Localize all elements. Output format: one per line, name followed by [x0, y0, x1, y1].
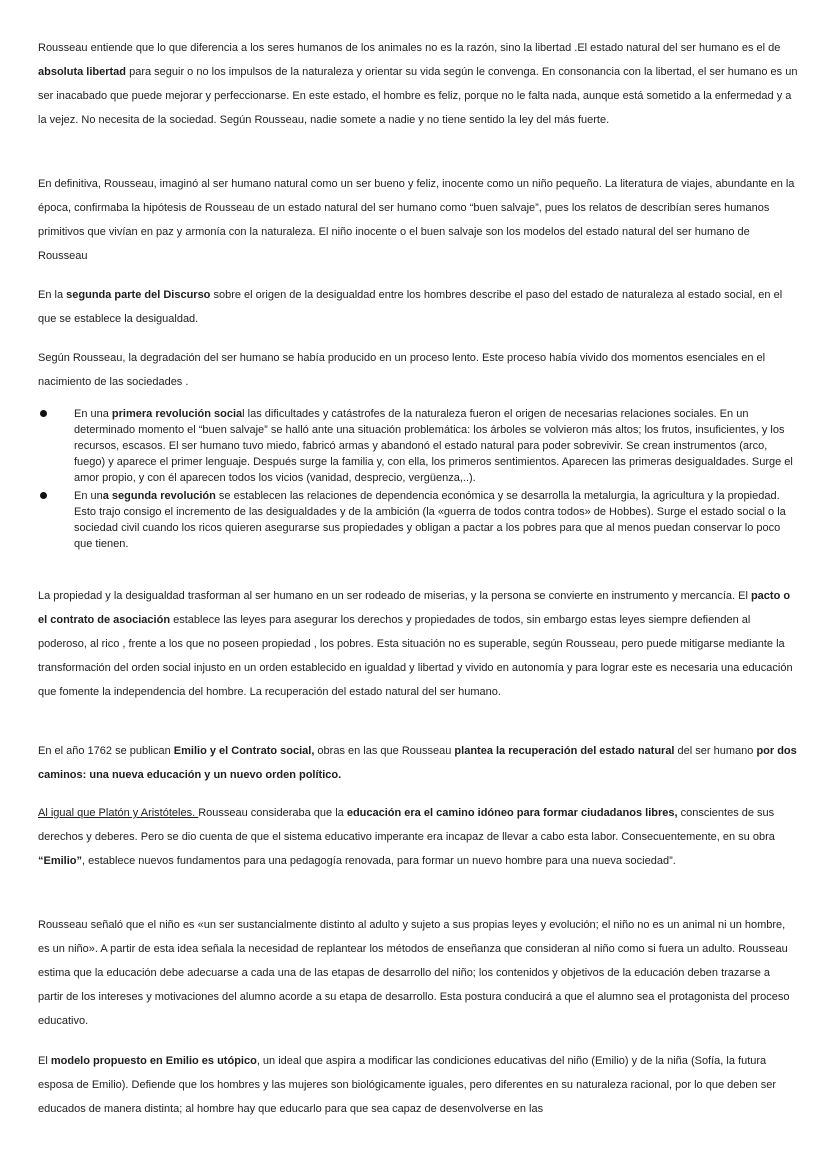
paragraph-degradacion: [38, 346, 798, 394]
text-run: , un ideal que aspira a modificar las condiciones educativas del niño (Emilio) y de la niña (Sofía, la futura esposa de Emilio). Defiende que los hombres y las mujeres son biológicamente iguales, pero diferentes en su naturaleza racional, por lo que deben ser educados de manera distinta; al hombre hay que educarlo para que sea capaz de desenvolverse en las: [38, 1055, 777, 1115]
text-run: Rousseau señaló que el niño es «un ser sustancialmente distinto al adulto y sujeto a sus propias leyes y evolución; el niño no es un animal ni un hombre, es un niño». A partir de esta idea señala la necesidad de replantear los métodos de enseñanza que consideran al niño como si fuera un adulto. Rousseau estima que la educación debe adecuarse a cada una de las etapas de desarrollo del niño; los contenidos y objetivos de la educación deben trazarse a partir de los intereses y motivaciones del alumno acorde a su etapa de desarrollo. Esta postura conducirá a que el alumno sea el protagonista del proceso educativo.: [38, 919, 790, 1027]
text-run: para seguir o no los impulsos de la naturaleza y orientar su vida según le convenga. En consonancia con la libertad, el ser humano es un ser inacabado que puede mejorar y perfeccionarse. En este estado, el hombre es feliz, porque no le falta nada, aunque está sometido a la enfermedad y a la vejez. No necesita de la sociedad. Según Rousseau, nadie somete a nadie y no tiene sentido la ley del más fuerte.: [38, 66, 798, 126]
revolutions-list: [38, 406, 798, 552]
bold-text: pacto o el contrato de asociación: [38, 590, 791, 626]
bold-text: absoluta libertad: [38, 66, 127, 78]
bold-text: segunda parte del Discurso: [66, 289, 211, 301]
text-run: l las dificultades y catástrofes de la naturaleza fueron el origen de necesarias relaciones sociales. En un determinado momento el “buen salvaje” se halló ante una situación problemática: los árboles se volvieron más altos; los frutos, insuficientes, y los recursos, escasos. El ser humano tuvo miedo, fabricó armas y abandonó el estado natural para poder sobrevivir. Se crean instrumentos (arco, fuego) y aparece el primer lenguaje. Después surge la familia y, con ella, los primeros sentimientos. Aparecen las primeras desigualdades. Surge el amor propio, y con él aparecen todos los vicios (vanidad, desprecio, vergüenza,..).: [74, 408, 793, 484]
text-run: Rousseau consideraba que la: [198, 807, 347, 819]
list-item-text: [74, 490, 786, 550]
paragraph-propiedad: [38, 584, 798, 704]
text-run: En un: [74, 490, 103, 502]
text-run: se establecen las relaciones de dependencia económica y se desarrolla la metalurgia, la agricultura y la propiedad. Esto trajo consigo el incremento de las desigualdades y de la ambición (la «guerra de todos contra todos» de Hobbes). Surge el estado social o la sociedad civil cuando los ricos quieren asegurarse sus propiedades y obligan a pactar a los pobres para que al menos puedan conservar lo poco que tienen.: [74, 490, 786, 550]
bold-text: a segunda revolución: [102, 490, 216, 502]
text-run: del ser humano: [674, 745, 757, 757]
text-run: obras en las que Rousseau: [314, 745, 455, 757]
text-run: conscientes de sus derechos y deberes. Pero se dio cuenta de que el sistema educativo imperante era incapaz de llevar a cabo esta labor. Consecuentemente, en su obra: [38, 807, 775, 843]
text-run: sobre el origen de la desigualdad entre los hombres describe el paso del estado de naturaleza al estado social, en el que se establece la desigualdad.: [38, 289, 783, 325]
text-run: Rousseau entiende que lo que diferencia a los seres humanos de los animales no es la razón, sino la libertad .El estado natural del ser humano es el de: [38, 42, 781, 54]
list-item-primera-revolucion: [38, 406, 798, 486]
bullet-icon: [40, 492, 47, 499]
paragraph-libertad: [38, 36, 798, 132]
bold-text: primera revolución socia: [111, 408, 243, 420]
bold-text: “Emilio”: [38, 855, 83, 867]
text-run: El: [38, 1055, 51, 1067]
paragraph-1762: [38, 739, 798, 787]
text-run: En una: [74, 408, 112, 420]
text-run: , establece nuevos fundamentos para una pedagogía renovada, para formar un nuevo hombre para una nueva sociedad”.: [82, 855, 676, 867]
underlined-text: Al igual que Platón y Aristóteles.: [38, 807, 199, 819]
list-item-segunda-revolucion: [38, 488, 798, 552]
paragraph-modelo-utopico: [38, 1049, 798, 1121]
text-run: En definitiva, Rousseau, imaginó al ser humano natural como un ser bueno y feliz, inocente como un niño pequeño. La literatura de viajes, abundante en la época, confirmaba la hipótesis de Rousseau de un estado natural del ser humano como “buen salvaje”, pues los relatos de describían seres humanos primitivos que vivían en paz y armonía con la naturaleza. El niño inocente o el buen salvaje son los modelos del estado natural del ser humano de Rousseau: [38, 178, 795, 262]
paragraph-nino: [38, 913, 798, 1033]
paragraph-buen-salvaje: [38, 172, 798, 268]
bold-text: Emilio y el Contrato social,: [173, 745, 315, 757]
bullet-icon: [40, 410, 47, 417]
text-run: La propiedad y la desigualdad trasforman al ser humano en un ser rodeado de miserias, y la persona se convierte en instrumento y mercancía. El: [38, 590, 751, 602]
text-run: En la: [38, 289, 67, 301]
list-item-text: [74, 408, 793, 484]
bold-text: por dos caminos: una nueva educación y un nuevo orden político.: [38, 745, 797, 781]
text-run: En el año 1762 se publican: [38, 745, 174, 757]
bold-text: educación era el camino idóneo para formar ciudadanos libres,: [346, 807, 678, 819]
text-run: Según Rousseau, la degradación del ser humano se había producido en un proceso lento. Este proceso había vivido dos momentos esenciales en el nacimiento de las sociedades .: [38, 352, 766, 388]
bold-text: modelo propuesto en Emilio es utópico: [50, 1055, 257, 1067]
paragraph-segunda-parte-discurso: [38, 283, 798, 331]
text-run: establece las leyes para asegurar los derechos y propiedades de todos, sin embargo estas leyes siempre defienden al poderoso, al rico , frente a los que no poseen propiedad , los pobres. Esta situación no es superable, según Rousseau, pero puede mitigarse mediante la transformación del orden social injusto en un orden establecido en igualdad y libertad y vivido en autonomía y para lograr este es necesaria una educación que fomente la independencia del hombre. La recuperación del estado natural del ser humano.: [38, 614, 793, 698]
paragraph-educacion: [38, 801, 798, 873]
bold-text: plantea la recuperación del estado natural: [454, 745, 675, 757]
